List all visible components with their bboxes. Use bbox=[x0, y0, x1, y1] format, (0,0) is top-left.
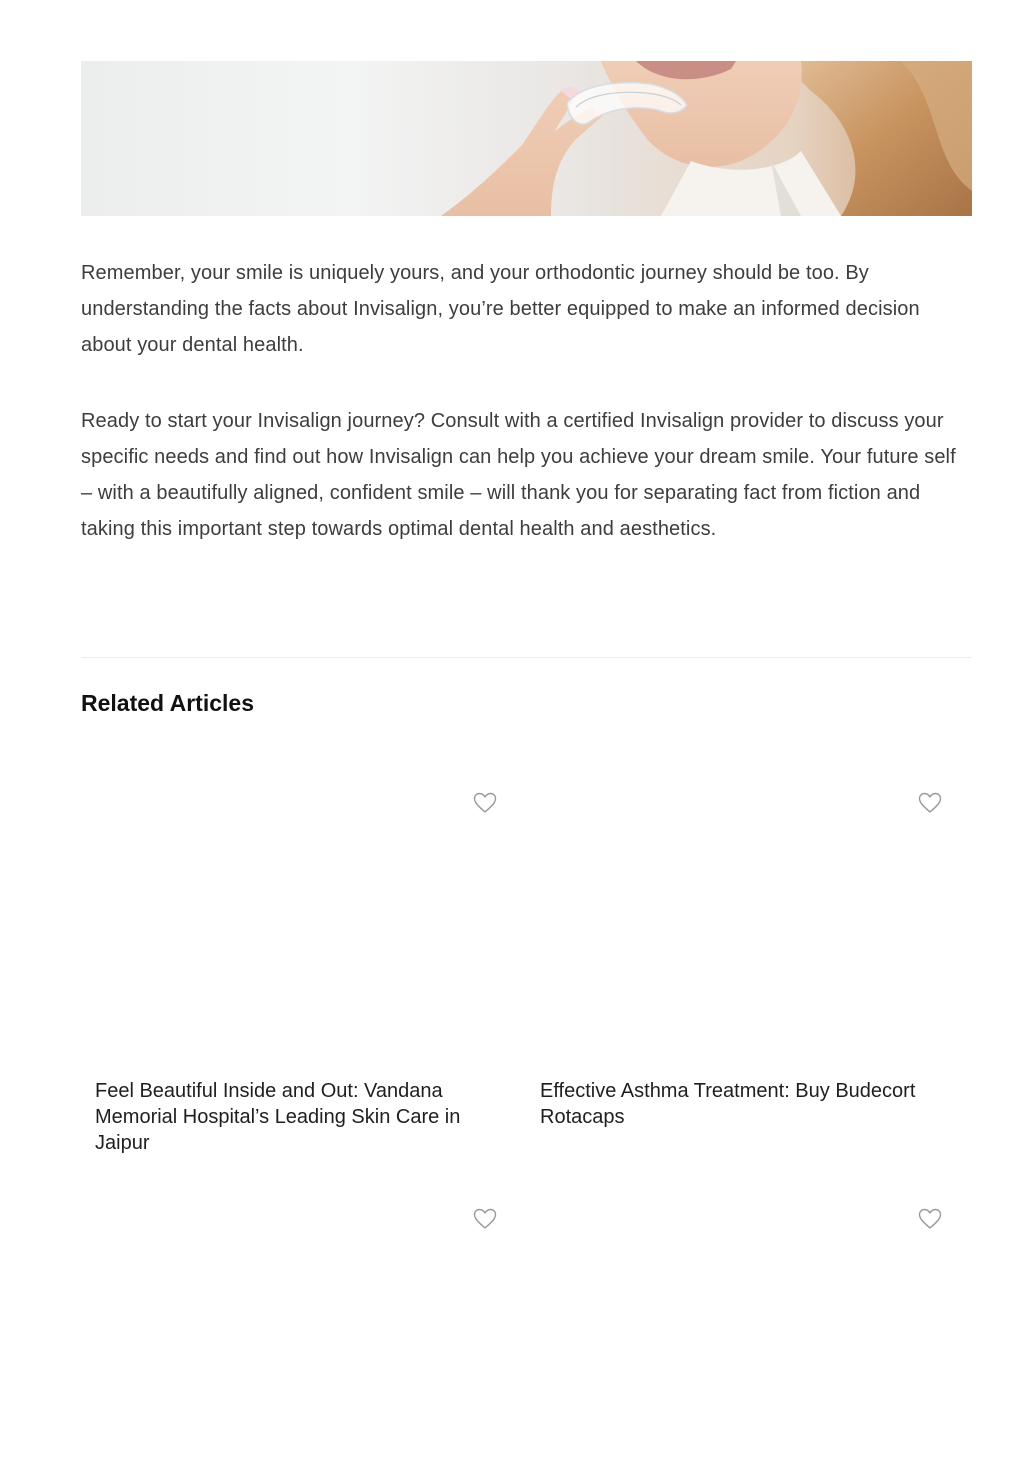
heart-icon[interactable] bbox=[473, 792, 497, 814]
hero-image-invisalign bbox=[81, 61, 972, 216]
section-divider bbox=[81, 657, 972, 658]
article-thumbnail[interactable] bbox=[81, 1186, 511, 1476]
article-card-title[interactable]: Effective Asthma Treatment: Buy Budecort Rotacaps bbox=[540, 1080, 916, 1128]
hero-illustration bbox=[81, 61, 972, 216]
heart-icon[interactable] bbox=[918, 1208, 942, 1230]
article-thumbnail[interactable] bbox=[526, 770, 956, 1060]
article-paragraph: Ready to start your Invisalign journey? Consult with a certified Invisalign provider to discuss your specific needs and find out how Invisalign can help you achieve your dream smile. Your future self – with a beautifully aligned, confident smile – will thank you for separating fact from fiction and taking this important step towards optimal dental health and aesthetics. bbox=[81, 410, 956, 540]
related-articles-heading: Related Articles bbox=[81, 690, 254, 716]
heart-icon[interactable] bbox=[473, 1208, 497, 1230]
heart-icon[interactable] bbox=[918, 792, 942, 814]
article-thumbnail[interactable] bbox=[526, 1186, 956, 1476]
article-thumbnail[interactable] bbox=[81, 770, 511, 1060]
article-card-title[interactable]: Feel Beautiful Inside and Out: Vandana Memorial Hospital’s Leading Skin Care in Jaipur bbox=[95, 1080, 461, 1154]
article-paragraph: Remember, your smile is uniquely yours, and your orthodontic journey should be too. By understanding the facts about Invisalign, you’re better equipped to make an informed decision about your dental health. bbox=[81, 262, 920, 356]
